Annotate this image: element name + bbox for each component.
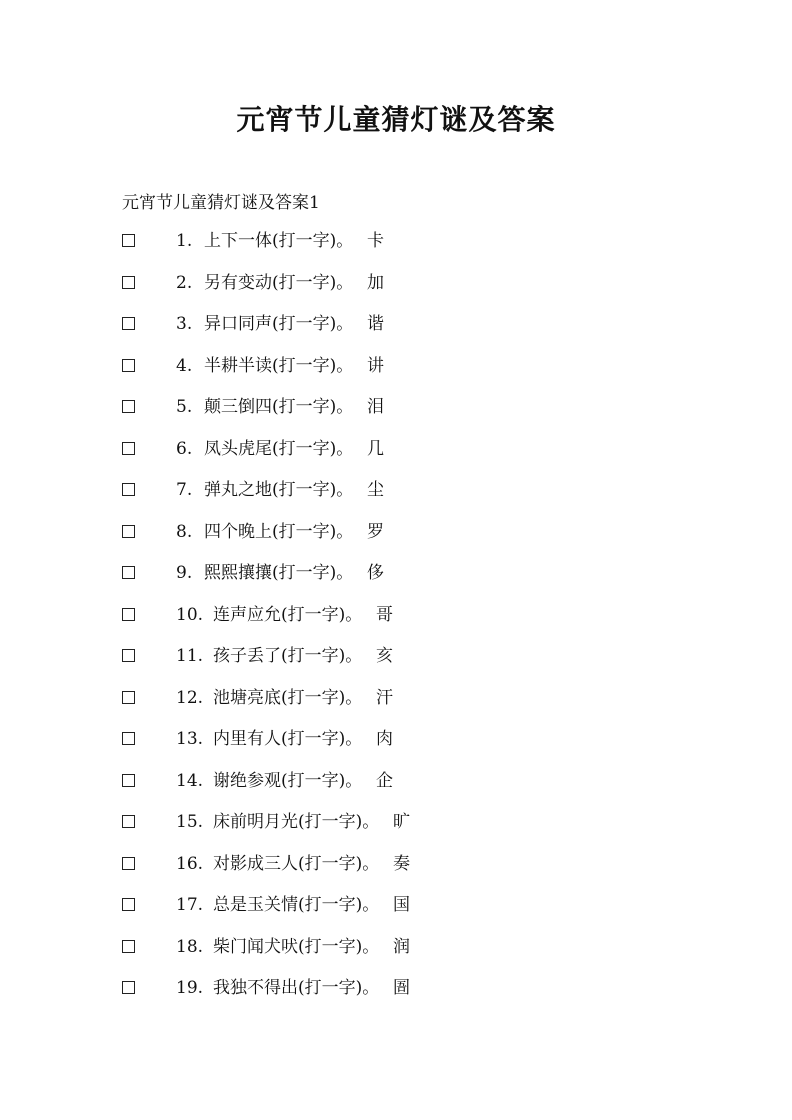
riddle-number: 19. — [176, 978, 204, 998]
riddle-number: 16. — [176, 853, 204, 874]
checkbox-icon[interactable] — [122, 483, 135, 496]
checkbox-icon[interactable] — [122, 400, 135, 413]
riddle-question: 我独不得出(打一字)。 — [213, 978, 380, 998]
riddle-number: 9. — [176, 563, 193, 583]
riddle-question: 对影成三人(打一字)。 — [213, 853, 380, 874]
riddle-number: 13. — [176, 729, 204, 749]
checkbox-icon[interactable] — [122, 234, 135, 247]
riddle-number: 4. — [176, 355, 193, 376]
riddle-answer: 润 — [393, 936, 410, 957]
riddle-number: 8. — [176, 521, 193, 542]
riddle-number: 18. — [176, 936, 204, 957]
checkbox-icon[interactable] — [122, 691, 135, 704]
checkbox-icon[interactable] — [122, 566, 135, 579]
section-heading: 元宵节儿童猜灯谜及答案1 — [122, 193, 320, 213]
riddle-question: 熙熙攘攘(打一字)。 — [204, 563, 354, 583]
checkbox-icon[interactable] — [122, 857, 135, 870]
checkbox-icon[interactable] — [122, 732, 135, 745]
riddle-answer: 国 — [393, 895, 410, 915]
riddle-question: 半耕半读(打一字)。 — [204, 355, 354, 376]
riddle-question: 上下一体(打一字)。 — [204, 231, 354, 251]
riddle-number: 11. — [176, 646, 204, 666]
riddle-number: 5. — [176, 397, 193, 417]
checkbox-icon[interactable] — [122, 815, 135, 828]
checkbox-icon[interactable] — [122, 442, 135, 455]
riddle-answer: 亥 — [376, 646, 393, 666]
riddle-answer: 汗 — [376, 687, 393, 708]
checkbox-icon[interactable] — [122, 525, 135, 538]
checkbox-icon[interactable] — [122, 276, 135, 289]
riddle-question: 四个晚上(打一字)。 — [204, 521, 354, 542]
riddle-answer: 谐 — [367, 314, 384, 334]
riddle-answer: 讲 — [367, 355, 384, 376]
riddle-question: 弹丸之地(打一字)。 — [204, 480, 354, 500]
riddle-number: 15. — [176, 812, 204, 832]
riddle-number: 3. — [176, 314, 193, 334]
riddle-question: 另有变动(打一字)。 — [204, 272, 354, 293]
riddle-question: 池塘亮底(打一字)。 — [213, 687, 363, 708]
riddle-answer: 肉 — [376, 729, 393, 749]
checkbox-icon[interactable] — [122, 981, 135, 994]
riddle-number: 17. — [176, 895, 204, 915]
riddle-number: 2. — [176, 272, 193, 293]
riddle-question: 柴门闻犬吠(打一字)。 — [213, 936, 380, 957]
riddle-answer: 卡 — [367, 231, 384, 251]
riddle-number: 14. — [176, 770, 204, 791]
riddle-question: 谢绝参观(打一字)。 — [213, 770, 363, 791]
riddle-answer: 旷 — [393, 812, 410, 832]
checkbox-icon[interactable] — [122, 608, 135, 621]
document-title: 元宵节儿童猜灯谜及答案 — [236, 103, 556, 136]
riddle-answer: 泪 — [367, 397, 384, 417]
riddle-answer: 圄 — [393, 978, 410, 998]
riddle-answer: 奏 — [393, 853, 410, 874]
riddle-number: 6. — [176, 438, 193, 459]
riddle-answer: 侈 — [367, 563, 384, 583]
checkbox-icon[interactable] — [122, 774, 135, 787]
riddle-question: 内里有人(打一字)。 — [213, 729, 363, 749]
checkbox-icon[interactable] — [122, 359, 135, 372]
checkbox-icon[interactable] — [122, 898, 135, 911]
riddle-question: 连声应允(打一字)。 — [213, 604, 363, 625]
riddle-question: 床前明月光(打一字)。 — [213, 812, 380, 832]
riddle-answer: 加 — [367, 272, 384, 293]
checkbox-icon[interactable] — [122, 317, 135, 330]
riddle-answer: 几 — [367, 438, 384, 459]
riddle-answer: 尘 — [367, 480, 384, 500]
riddle-question: 凤头虎尾(打一字)。 — [204, 438, 354, 459]
riddle-question: 孩子丢了(打一字)。 — [213, 646, 363, 666]
checkbox-icon[interactable] — [122, 649, 135, 662]
riddle-number: 7. — [176, 480, 193, 500]
riddle-number: 12. — [176, 687, 204, 708]
checkbox-icon[interactable] — [122, 940, 135, 953]
riddle-answer: 罗 — [367, 521, 384, 542]
riddle-number: 1. — [176, 231, 193, 251]
riddle-answer: 哥 — [376, 604, 393, 625]
riddle-question: 总是玉关情(打一字)。 — [213, 895, 380, 915]
riddle-question: 异口同声(打一字)。 — [204, 314, 354, 334]
riddle-question: 颠三倒四(打一字)。 — [204, 397, 354, 417]
riddle-answer: 企 — [376, 770, 393, 791]
riddle-number: 10. — [176, 604, 204, 625]
